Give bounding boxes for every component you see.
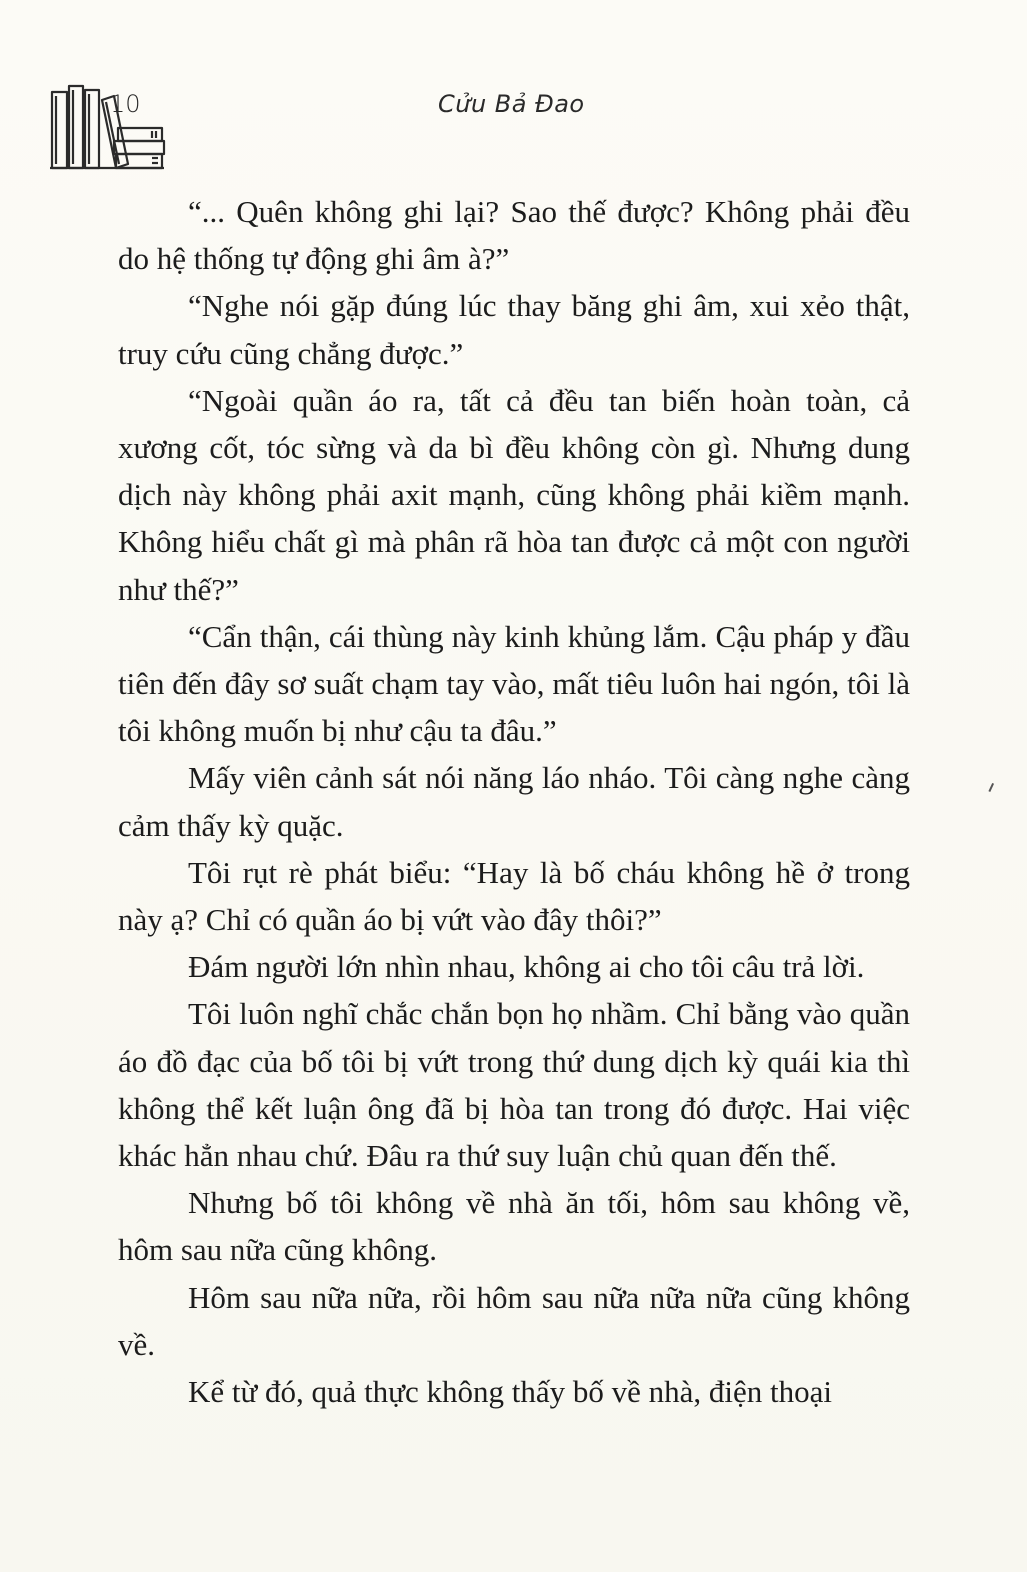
paragraph: Kể từ đó, quả thực không thấy bố về nhà, điện thoại bbox=[188, 1374, 832, 1410]
books-icon bbox=[48, 78, 168, 173]
paragraph: “Nghe nói gặp đúng lúc thay băng ghi âm, xui xẻo thật, truy cứu cũng chẳng được.” bbox=[118, 288, 910, 371]
paragraph: Mấy viên cảnh sát nói năng láo nháo. Tôi càng nghe càng cảm thấy kỳ quặc. bbox=[118, 760, 910, 843]
running-head: Cửu Bả Đao bbox=[438, 90, 585, 118]
paragraph: Nhưng bố tôi không về nhà ăn tối, hôm sau không về, hôm sau nữa cũng không. bbox=[118, 1185, 910, 1268]
body-text bbox=[118, 188, 910, 1415]
paragraph: Đám người lớn nhìn nhau, không ai cho tôi câu trả lời. bbox=[188, 949, 865, 985]
paragraph: Hôm sau nữa nữa, rồi hôm sau nữa nữa nữa cũng không về. bbox=[118, 1279, 910, 1362]
paragraph: “Ngoài quần áo ra, tất cả đều tan biến hoàn toàn, cả xương cốt, tóc sừng và da bì đều không còn gì. Nhưng dung dịch này không phải axit mạnh, cũng không phải kiềm mạnh. Không hiểu chất gì mà phân rã hòa tan được cả một con người như thế?” bbox=[118, 382, 910, 607]
page-header bbox=[48, 78, 978, 178]
stray-mark bbox=[988, 783, 998, 794]
page-number: 10 bbox=[110, 90, 141, 118]
paragraph: Tôi luôn nghĩ chắc chắn bọn họ nhầm. Chỉ bằng vào quần áo đồ đạc của bố tôi bị vứt trong thứ dung dịch kỳ quái kia thì không thể kết luận ông đã bị hòa tan trong đó được. Hai việc khác hẳn nhau chứ. Đâu ra thứ suy luận chủ quan đến thế. bbox=[118, 996, 910, 1174]
paragraph: Tôi rụt rè phát biểu: “Hay là bố cháu không hề ở trong này ạ? Chỉ có quần áo bị vứt vào đây thôi?” bbox=[118, 854, 910, 938]
paragraph: “Cẩn thận, cái thùng này kinh khủng lắm. Cậu pháp y đầu tiên đến đây sơ suất chạm tay vào, mất tiêu luôn hai ngón, tôi là tôi không muốn bị như cậu ta đâu.” bbox=[118, 618, 910, 749]
paragraph: “... Quên không ghi lại? Sao thế được? Không phải đều do hệ thống tự động ghi âm à?” bbox=[118, 194, 910, 277]
